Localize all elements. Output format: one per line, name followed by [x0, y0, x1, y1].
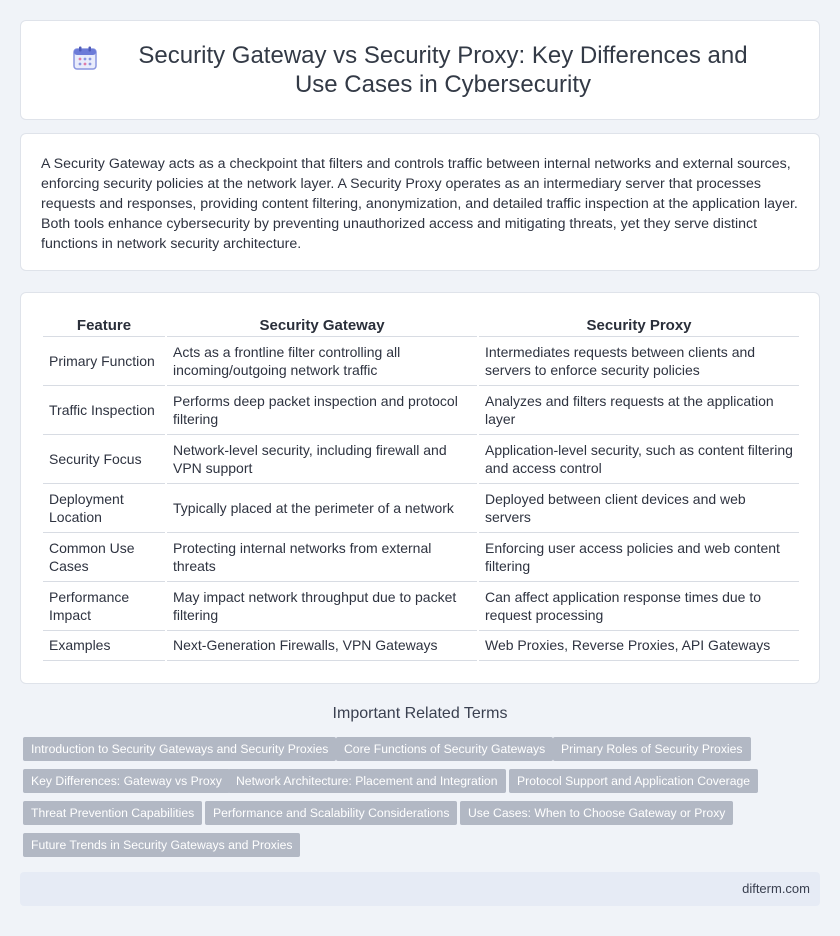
gateway-cell: Next-Generation Firewalls, VPN Gateways	[166, 630, 478, 660]
table-row	[43, 434, 799, 483]
proxy-cell: Intermediates requests between clients and servers to enforce security policies	[478, 336, 799, 385]
related-term-tag[interactable]: Network Architecture: Placement and Integration	[228, 769, 506, 793]
table-row	[43, 581, 799, 630]
comparison-table-card	[20, 292, 820, 684]
feature-cell: Security Focus	[43, 434, 166, 483]
feature-cell: Primary Function	[43, 336, 166, 385]
proxy-cell: Web Proxies, Reverse Proxies, API Gateways	[478, 630, 799, 660]
proxy-cell: Enforcing user access policies and web content filtering	[478, 532, 799, 581]
proxy-cell: Analyzes and filters requests at the application layer	[478, 385, 799, 434]
title-card	[20, 20, 820, 120]
feature-cell: Traffic Inspection	[43, 385, 166, 434]
page-title: Security Gateway vs Security Proxy: Key Differences and Use Cases in Cybersecurity	[138, 42, 748, 98]
table-row	[43, 385, 799, 434]
gateway-cell: Network-level security, including firewall and VPN support	[166, 434, 478, 483]
gateway-cell: May impact network throughput due to packet filtering	[166, 581, 478, 630]
related-term-tag[interactable]: Introduction to Security Gateways and Security Proxies	[23, 737, 336, 761]
feature-cell: Examples	[43, 630, 166, 660]
footer	[20, 872, 820, 906]
feature-cell: Deployment Location	[43, 483, 166, 532]
table-row	[43, 483, 799, 532]
intro-card	[20, 133, 820, 271]
proxy-cell: Can affect application response times due to request processing	[478, 581, 799, 630]
header-security-gateway: Security Gateway	[166, 309, 478, 336]
header-feature: Feature	[43, 309, 166, 336]
related-term-tag[interactable]: Protocol Support and Application Coverage	[509, 769, 758, 793]
table-row	[43, 630, 799, 660]
header-security-proxy: Security Proxy	[478, 309, 799, 336]
intro-paragraph: A Security Gateway acts as a checkpoint that filters and controls traffic between internal networks and external sources, enforcing security policies at the network layer. A Security Proxy operates as an intermediary server that processes requests and responses, providing content filtering, anonymization, and detailed traffic inspection at the application layer. Both tools enhance cybersecurity by preventing unauthorized access and mitigating threats, yet they serve distinct functions in network security architecture.	[41, 156, 798, 252]
related-term-tag[interactable]: Primary Roles of Security Proxies	[553, 737, 751, 761]
feature-cell: Common Use Cases	[43, 532, 166, 581]
proxy-cell: Application-level security, such as content filtering and access control	[478, 434, 799, 483]
proxy-cell: Deployed between client devices and web servers	[478, 483, 799, 532]
feature-cell: Performance Impact	[43, 581, 166, 630]
title-wrap	[60, 41, 780, 99]
gateway-cell: Typically placed at the perimeter of a network	[166, 483, 478, 532]
related-term-tag[interactable]: Performance and Scalability Considerations	[205, 801, 457, 825]
related-term-tag[interactable]: Core Functions of Security Gateways	[336, 737, 553, 761]
gateway-cell: Protecting internal networks from external threats	[166, 532, 478, 581]
comparison-table	[43, 309, 799, 661]
table-row	[43, 336, 799, 385]
related-term-tag[interactable]: Use Cases: When to Choose Gateway or Proxy	[460, 801, 733, 825]
related-term-tag[interactable]: Future Trends in Security Gateways and Proxies	[23, 833, 300, 857]
related-term-tag[interactable]: Threat Prevention Capabilities	[23, 801, 202, 825]
footer-site-link[interactable]: difterm.com	[742, 881, 810, 896]
related-term-tag[interactable]: Key Differences: Gateway vs Proxy	[23, 769, 230, 793]
gateway-cell: Performs deep packet inspection and protocol filtering	[166, 385, 478, 434]
calendar-icon	[72, 45, 98, 71]
gateway-cell: Acts as a frontline filter controlling all incoming/outgoing network traffic	[166, 336, 478, 385]
table-header-row	[43, 309, 799, 336]
table-row	[43, 532, 799, 581]
related-terms-heading: Important Related Terms	[332, 705, 508, 722]
